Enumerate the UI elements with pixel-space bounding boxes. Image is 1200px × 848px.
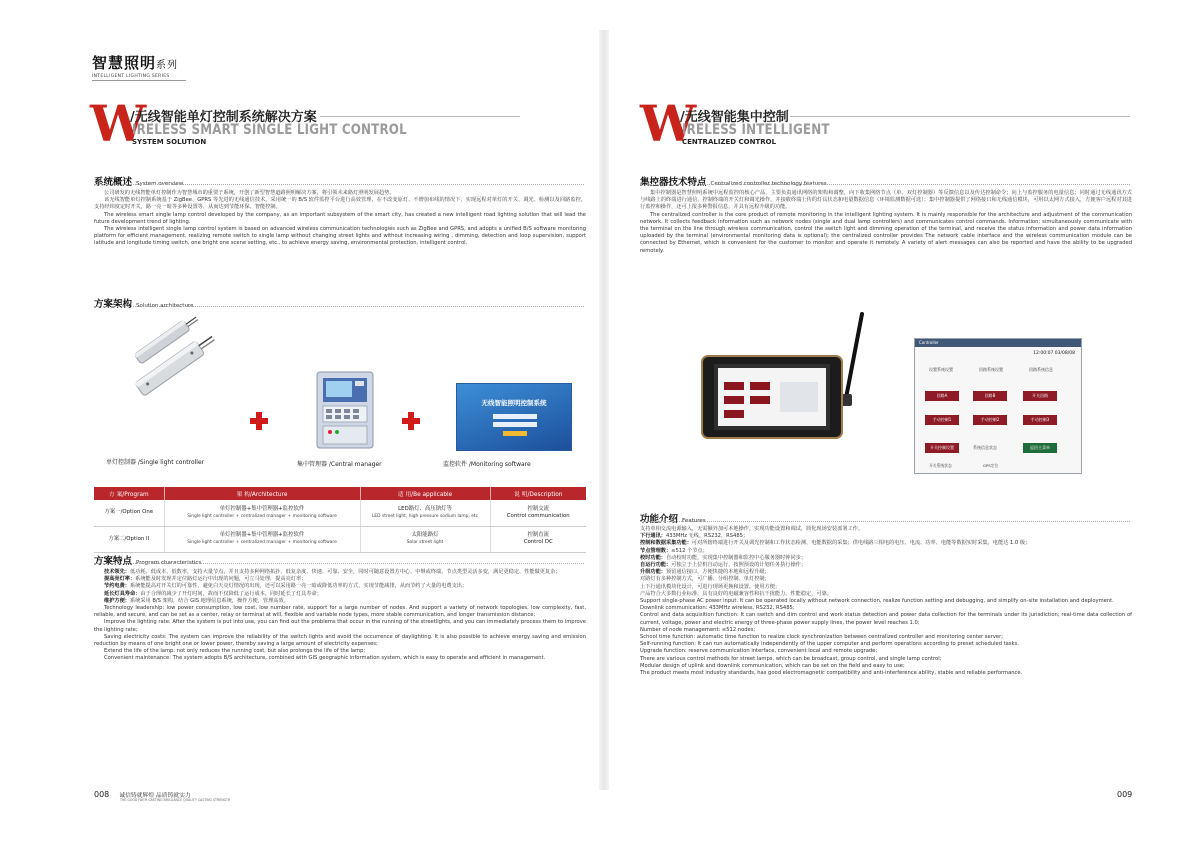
feature-label: 升级功能：: [640, 569, 666, 576]
centralized-controller-tablet-image: [700, 310, 870, 440]
ui-red-button[interactable]: 回路B: [973, 391, 1007, 401]
feature-text: 自动校时功能，实现集中控制器和监控中心服务器时钟同步；: [665, 554, 807, 561]
hero-cn-title: /无线智能单灯控制系统解决方案: [130, 110, 317, 125]
ui-green-button[interactable]: 返回主菜单: [1023, 443, 1057, 453]
overview-rule: [94, 184, 584, 185]
characteristic-text: 由于合理的减少了开灯时间，故而不仅降低了运行成本，同时延长了灯具寿命；: [140, 590, 322, 597]
architecture-en: Single light controller + centralized manager + monitoring software: [187, 513, 337, 519]
hero-letter: W: [90, 94, 147, 153]
software-label: 监控软件 /Monitoring software: [443, 461, 531, 468]
feature-en-7: Upgrade function: reserve communication interface, convenient local and remote upgrade;: [640, 648, 878, 655]
series-header: [92, 52, 178, 79]
characteristic-en-1: Technology leadership: low power consumption, low cost, low number rate, support for a large number of nodes. And support a variety of network topologies, low complexity, fast, reliable, and secure, and can be set as a center, relay or terminal at will, flexible and variable node types, more stable communication, and longer transmission distance;: [94, 605, 586, 619]
overview-p1: 公司研发的无线智能单灯控制作为智慧城市的重要子系统，开创了新型智慧道路照明解决方案，将引领未来路灯照明发展趋势。: [104, 190, 395, 196]
right-footer: [1117, 790, 1132, 799]
feature-cn-10: 产品符合大多数行业标准，具有良好的电磁兼容性和抗干扰能力，性能稳定，可靠。: [640, 590, 832, 597]
table-header-cell: 说 明/Description: [490, 487, 586, 500]
ui-red-button[interactable]: 手动控制1: [925, 415, 959, 425]
overview-text: [94, 190, 586, 248]
program-cell: 方案一/Option One: [94, 500, 164, 526]
architecture-heading-cn: 方案架构: [94, 299, 133, 310]
feature-text: 可对所辖终端进行开关及调光控制和工作状态检测、电能数据的采集；供电线路三相电的电压、电流、功率、电能等数据实时采集，电能达 1.0 级；: [691, 540, 1031, 547]
hero-en-line2: CENTRALIZED CONTROL: [682, 138, 777, 146]
overview-p2: 该无线智能单灯控制系统基于 ZigBee、GPRS 等先进的无线通信技术，采用统一的 B/S 软件监控平台进行高效管理，在不改变原灯、不增加布线的情况下，实现远程对单灯的开关、调光、检测以及回路监控，支持经纬度定时开关，路一亮一暗等多种设置等，从而达到节能环保、智能控制。: [94, 197, 586, 211]
series-title: 智慧照明: [92, 54, 157, 72]
characteristics-heading-cn: 方案特点: [94, 556, 133, 567]
feature-text: 预留通信接口，方便快捷的本地和远程升级；: [665, 569, 770, 576]
feature-label: 控制和数据采集功能：: [640, 540, 692, 547]
applicable-en: Solar street light: [406, 540, 444, 545]
left-page: [82, 34, 600, 802]
hero-rule: [790, 116, 1130, 117]
feature-en-1: Support single-phase AC power input. It can be operated locally without network connection, realize function setting and debugging, and simplify on-site installation and deployment.: [640, 598, 1114, 605]
architecture-rule: [94, 306, 584, 307]
ui-footer-mid: GPS定位: [983, 463, 999, 468]
feature-en-9: Modular design of uplink and downlink communication, which can be set on the field and easy to use;: [640, 662, 905, 669]
footer-slogan-en: THE GOOD FAITH CASTING BRILLIANCE QUALITY CASTING STRENGTH: [120, 798, 231, 802]
overview-heading-cn: 系统概述: [94, 177, 133, 188]
feature-text: 可独立于上位机自动运行，按照预设的计划任务执行操作；: [671, 562, 807, 569]
characteristic-label: 维护方便：: [104, 597, 130, 604]
characteristic-label: 延长灯具寿命：: [104, 590, 141, 597]
description-cn: 控制直流: [527, 532, 550, 538]
feature-en-8: There are various control methods for street lamps, which can be broadcast, group control, and single lamp control;: [640, 655, 942, 662]
feature-cn-8: 对路灯有多种控制方式，可广播、分组控制、单灯控制；: [640, 576, 770, 583]
features-heading-en: Features: [682, 518, 706, 524]
feature-label: 校时功能：: [640, 554, 666, 561]
feature-label: 下行通讯：: [640, 533, 666, 540]
characteristic-label: 提高亮灯率：: [104, 576, 136, 583]
characteristics-heading-en: Program characteristics: [136, 560, 202, 566]
characteristics-text: [94, 569, 586, 663]
features-text: [640, 526, 1132, 677]
left-footer: [94, 790, 230, 802]
page-spread-gutter: [599, 30, 609, 790]
tech-text: [640, 190, 1132, 255]
feature-en-6: Self-running function: It can run automatically independently of the upper computer and perform operations according to preset scheduled tasks.: [640, 641, 1019, 648]
feature-label: 自运行功能：: [640, 562, 672, 569]
controller-ui-panel: [914, 338, 1082, 474]
architecture-cell: [164, 500, 360, 526]
characteristic-en-3: Saving electricity costs: The system can improve the reliability of the switch lights and avoid the occurrence of daylighting. It is also possible to achieve energy saving and emission reduction by means of one bright one or lower power, thereby saving a large amount of electricity expenses;: [94, 633, 586, 648]
central-manager-image: [315, 370, 375, 450]
login-field: [493, 414, 537, 419]
login-button: [503, 431, 527, 436]
ui-red-button[interactable]: 回路A: [925, 391, 959, 401]
feature-cn-9: 上下行通讯模块化设计，可进行现场更换和设置，使用方便；: [640, 583, 781, 590]
characteristic-text: 低功耗、低成本、低数率，支持大量节点，并且支持多种网络拓扑，低复杂度、快速、可靠、安全，同时可随意设置方中心，中继或终端，节点类型灵活多变，满足更稳定、性能做更复杂；: [129, 569, 561, 575]
table-header-row: [94, 487, 586, 500]
software-screen-title: 无线智能照明控制系统: [481, 399, 547, 407]
description-en: Control communication: [506, 512, 570, 519]
table-header-cell: 适 用/Be applicable: [360, 487, 490, 500]
characteristic-en-5: Convenient maintenance: The system adopts B/S architecture, combined with GIS geographic information system, which is easy to operate and efficient in management.: [104, 655, 546, 662]
series-suffix: 系列: [156, 60, 179, 71]
characteristic-en-2: Improve the lighting rate: After the system is put into use, you can find out the problems that occur in the running of the streetlights, and you can immediately process them to improve the lighting rate;: [94, 619, 586, 633]
architecture-cn: 单灯控制器+集中管理器+监控软件: [219, 505, 305, 512]
table-row: [94, 500, 586, 526]
table-header-cell: 架 构/Architecture: [164, 487, 360, 500]
program-table: [94, 487, 586, 553]
applicable-cell: [360, 500, 490, 526]
manager-label: 集中管理器 /Central manager: [297, 461, 382, 468]
characteristics-heading: [94, 549, 202, 567]
page-number: 008: [94, 790, 110, 799]
ui-info-label: 系统信息状态: [973, 445, 997, 450]
right-page: [612, 34, 1133, 799]
feature-text: 433MHz 无线，RS232，RS485；: [665, 533, 749, 540]
applicable-cell: [360, 526, 490, 552]
architecture-cn: 单灯控制器+集中管理器+监控软件: [219, 532, 305, 538]
feature-en-10: The product meets most industry standards, has good electromagnetic compatibility and anti-interference ability, stable and reliable performance.: [640, 670, 1023, 677]
characteristic-label: 技术领先：: [104, 569, 130, 575]
features-rule: [640, 521, 1130, 522]
tech-p1: 集中控制器是智慧照明系统中远程监控的核心产品，主要负责通讯网络的架构和调整，向下收集网络节点（单、双灯控制器）等反馈信息以及传达控制命令；向上与监控服务的电量信息；同时通过无线通讯方式与线路上的终端进行通信，控制终端的开关灯和调光操作，并接收终端上传的灯具状态和电量数据信息（环境监测数据可选）；集中控制器提供了网络接口和无线通信模块，可用以太网方式接入，方便客户远程对其进行监控和操作，还可上报多种警报信息，并具有远程升级的功能。: [640, 190, 1132, 211]
series-rule: [92, 80, 186, 81]
description-cn: 控制交流: [527, 505, 550, 512]
ui-clock: 12:00:07 03/08/08: [1033, 351, 1075, 356]
ui-header: Controller: [915, 339, 1081, 347]
hero-cn-title: /无线智能集中控制: [680, 110, 789, 125]
features-heading-cn: 功能介绍: [640, 514, 679, 525]
description-en: Control DC: [523, 539, 553, 545]
table-header-cell: 方 案/Program: [94, 487, 164, 500]
overview-heading-en: System overview: [136, 181, 184, 187]
ui-red-button[interactable]: 手动控制3: [1023, 415, 1057, 425]
hero-en-line1: IRELESS SMART SINGLE LIGHT CONTROL: [132, 122, 407, 138]
features-heading: [640, 507, 706, 525]
tech-p2: The centralized controller is the core product of remote monitoring in the intelligent lighting system. It is mainly responsible for the architecture and adjustment of the communication network. It collects feedback information such as network nodes (single and dual lamp controllers) and communicates control commands. Information; simultaneously communicate with the terminal on the line through wireless communication, control the switch light and dimming operation of the terminal, and receive the status information and power data information uploaded by the terminal (environmental monitoring data is optional); the centralized controller provides The network cable interface and the wireless communication module can be connected by Ethernet, which is convenient for the customer to monitor and operate it remotely. A variety of alert messages can also be reported and have the ability to be upgraded remotely.: [640, 211, 1132, 254]
architecture-heading: [94, 292, 194, 310]
characteristic-en-4: Extend the life of the lamp: not only reduces the running cost, but also prolongs the life of the lamp;: [104, 648, 366, 655]
controller-label: 单灯控制器 /Single light controller: [106, 459, 205, 466]
plus-icon: [402, 412, 420, 430]
characteristic-text: 系统能及时发现并定位路灯运行中出现的问题，可立马处理，提高亮灯率；: [135, 576, 307, 583]
footer-slogan: 诚信铸就辉煌 品质铸就实力: [119, 793, 191, 799]
feature-text: ≤512 个节点；: [671, 547, 708, 554]
page-number: 009: [1117, 790, 1133, 799]
hero-en-line1: IRELESS INTELLIGENT: [682, 122, 830, 138]
feature-en-2: Downlink communication: 433MHz wireless, RS232, RS485;: [640, 605, 795, 612]
tech-heading-cn: 集控器技术特点: [640, 177, 707, 188]
feature-cn-1: 支持单相交流电源输入，无需额外加可本地操作，实现功能设置和调试，简化现场安装部署工作。: [640, 526, 864, 532]
feature-en-3: Control and data acquisition function: It can switch and dim control and work status detection and power data collection for the terminals under its jurisdiction; real-time data collection of current, voltage, power and electric energy of three-phase power supply lines, the power level reaches 1.0;: [640, 612, 1132, 626]
description-cell: [490, 526, 586, 552]
feature-en-4: Number of node management: ≤512 nodes;: [640, 626, 756, 633]
applicable-cn: 太阳能路灯: [411, 532, 439, 538]
characteristic-text: 系统能提高对开关灯的可靠性，避免白天亮灯情况的出现，还可以采用路一亮一暗或降低功率的方式，实现节能减排，从而节约了大量的电费支出；: [129, 583, 468, 590]
feature-label: 节点管理数：: [640, 547, 672, 554]
ui-red-button[interactable]: 手动控制2: [973, 415, 1007, 425]
characteristics-rule: [94, 563, 584, 564]
characteristic-text: 系统采用 B/S 架构，结合 GIS 地理信息系统，操作方便，管理高效。: [129, 597, 289, 604]
overview-p4: The wireless intelligent single lamp control system is based on advanced wireless communication technologies such as ZigBee and GPRS, and adopts a unified B/S software monitoring platform for efficient management, realizing remote switch to single lamp without changing street lights and without increasing wiring , dimming, detection and loop supervision, support latitude and longitude timing switch, one bright one scene setting, etc., to achieve energy saving, environmental protection, intelligent control.: [94, 226, 586, 247]
monitoring-software-screen: [456, 383, 572, 451]
overview-heading: [94, 170, 184, 188]
hero-letter: W: [640, 94, 697, 153]
applicable-cn: LED路灯、高压钠灯等: [398, 505, 452, 512]
ui-tab: 回路系统信息: [1029, 367, 1053, 372]
ui-tab: 回路系统设置: [979, 367, 1003, 372]
description-cell: [490, 500, 586, 526]
tech-heading-en: Centralized controller technology features: [710, 181, 827, 187]
plus-icon: [250, 412, 268, 430]
ui-red-button[interactable]: 开关回路: [1023, 391, 1057, 401]
single-light-controller-image: [112, 310, 222, 426]
password-field: [493, 422, 537, 427]
applicable-en: LED street light, high pressure sodium lamp, etc: [371, 513, 479, 519]
architecture-en: Single light controller + centralized manager + monitoring software: [187, 540, 337, 545]
series-subtitle: INTELLIGENT LIGHTING SERIES: [92, 74, 170, 79]
program-cell: 方案二/Option II: [94, 526, 164, 552]
tech-rule: [640, 184, 1130, 185]
tech-heading: [640, 170, 827, 188]
hero-en-line2: SYSTEM SOLUTION: [132, 138, 207, 146]
ui-red-button[interactable]: 开关控制设置: [925, 443, 959, 453]
ui-tab: 设置系统设置: [929, 367, 953, 372]
overview-p3: The wireless smart single lamp control developed by the company, as an important subsystem of the smart city, has created a new intelligent road lighting solution that will lead the future development trend of lighting.: [94, 211, 586, 225]
feature-en-5: School time function: automatic time function to realize clock synchronization between centralized controller and monitoring center server;: [640, 634, 1003, 641]
hero-rule: [320, 116, 520, 117]
characteristic-label: 节约电费：: [104, 583, 130, 590]
ui-footer-left: 开关系统状态: [929, 463, 952, 468]
architecture-heading-en: Solution architecture: [136, 303, 194, 309]
